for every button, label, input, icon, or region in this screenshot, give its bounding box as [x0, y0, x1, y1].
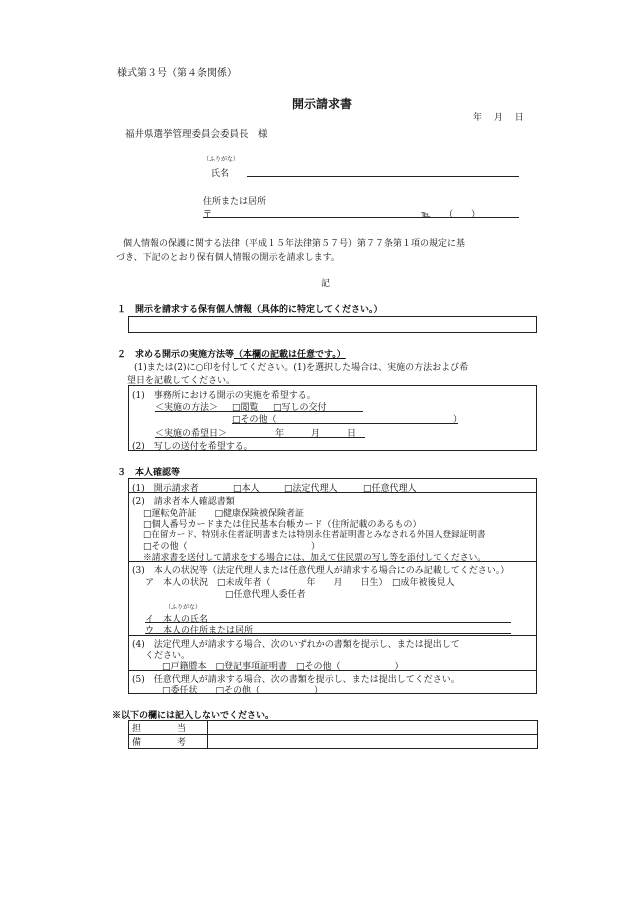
method-label: ＜実施の方法＞ [155, 403, 219, 413]
section2-note-2: 望日を記載してください。 [127, 376, 236, 386]
section3-heading: ３ 本人確認等 [117, 468, 181, 478]
date-line: 年 月 日 [473, 113, 524, 123]
person-status-title: (3) 本人の状況等（法定代理人または任意代理人が請求する場合にのみ記載してください。） [132, 566, 510, 576]
remarks-label: 備 考 [129, 735, 208, 749]
id-docs-title: (2) 請求者本人確認書類 [132, 497, 235, 507]
method-viewing-checkbox[interactable]: □閲覧 [232, 403, 259, 413]
person-name-label: イ 本人の氏名 [145, 615, 209, 625]
name-field[interactable] [247, 176, 519, 177]
office-use-note: ※以下の欄には記入しないでください。 [112, 711, 275, 721]
address-label: 住所または居所 [203, 197, 267, 207]
id-docs-other-checkbox[interactable]: □その他（ [143, 542, 188, 552]
requester-voluntary-agent-checkbox[interactable]: □任意代理人 [363, 484, 417, 494]
section2-optional-note: （本欄の記載は任意です。） [234, 350, 346, 360]
date-label: ＜実施の希望日＞ [155, 429, 228, 439]
legal-agent-docs-line-1: (4) 法定代理人が請求する場合、次のいずれかの書類を提示し、または提出して [132, 640, 460, 650]
voluntary-agent-docs-line-1: (5) 任意代理人が請求する場合、次の書類を提示し、または提出してください。 [132, 675, 460, 685]
person-status-a[interactable]: ア 本人の状況 □未成年者（ 年 月 日生） □成年被後見人 [145, 578, 455, 588]
person-address-label: ウ 本人の住所または居所 [145, 626, 254, 636]
table-row [129, 721, 538, 735]
address-field[interactable] [203, 217, 519, 218]
ki-mark: 記 [321, 279, 331, 289]
form-number: 様式第３号（第４条関係） [117, 68, 237, 79]
requester-legal-agent-checkbox[interactable]: □法定代理人 [284, 484, 338, 494]
furigana-label: （ふりがな） [203, 156, 240, 163]
intro-line-2: づき、下記のとおり保有個人情報の開示を請求します。 [116, 253, 340, 263]
section3-box [128, 478, 537, 694]
name-label: 氏名 [211, 169, 230, 179]
id-docs-other-close: ） [311, 542, 321, 552]
id-docs-note: ※請求書を送付して請求をする場合には、加えて住民票の写し等を添付してください。 [143, 553, 487, 563]
section1-heading: １ 開示を請求する保有個人情報（具体的に特定してください。） [117, 305, 383, 315]
office-use-table [128, 720, 538, 749]
option-1: (1) 事務所における開示の実施を希望する。 [132, 391, 316, 401]
staff-cell [208, 721, 538, 735]
page-title: 開示請求書 [292, 97, 353, 111]
voluntary-agent-docs-options[interactable]: □委任状 □その他（ ） [162, 686, 324, 696]
section2-note-1: (1)または(2)に○印を付してください。(1)を選択した場合は、実施の方法および希 [134, 363, 469, 373]
staff-label: 担 当 [129, 721, 208, 735]
remarks-cell [208, 735, 538, 749]
id-docs-line-3[interactable]: □在留カード、特別永住者証明書または特別永住者証明書とみなされる外国人登録証明書 [143, 530, 486, 540]
person-furigana: （ふりがな） [165, 604, 202, 611]
section2-heading [117, 347, 346, 360]
id-docs-line-1[interactable]: □運転免許証 □健康保険被保険者証 [143, 509, 305, 519]
addressee: 福井県選挙管理委員会委員長 様 [125, 129, 268, 140]
tel-label: ℡ （ ） [421, 210, 481, 220]
intro-line-1: 個人情報の保護に関する法律（平成１５年法律第５７号）第７７条第１項の規定に基 [123, 239, 466, 249]
method-copy-checkbox[interactable]: □写しの交付 [273, 403, 327, 413]
table-row [129, 735, 538, 749]
section2-box [128, 385, 537, 451]
id-docs-line-2[interactable]: □個人番号カードまたは住民基本台帳カード（住所記載のあるもの） [143, 520, 422, 530]
option-2: (2) 写しの送付を希望する。 [132, 442, 253, 452]
person-status-a2[interactable]: □任意代理人委任者 [225, 590, 306, 600]
method-other-checkbox[interactable]: □その他（ [232, 415, 277, 425]
postal-mark: 〒 [203, 210, 213, 220]
section1-input-box[interactable] [128, 316, 537, 333]
requester-self-checkbox[interactable]: □本人 [233, 484, 260, 494]
requester-label: (1) 開示請求者 [132, 484, 199, 494]
legal-agent-docs-line-2: ください。 [145, 651, 191, 661]
legal-agent-docs-options[interactable]: □戸籍謄本 □登記事項証明書 □その他（ ） [162, 662, 404, 672]
person-address-field[interactable] [145, 633, 511, 634]
section2-heading-text: ２ 求める開示の実施方法等 [117, 350, 235, 360]
method-other-close: ） [453, 415, 463, 425]
date-ymd[interactable]: 年 月 日 [275, 429, 357, 439]
